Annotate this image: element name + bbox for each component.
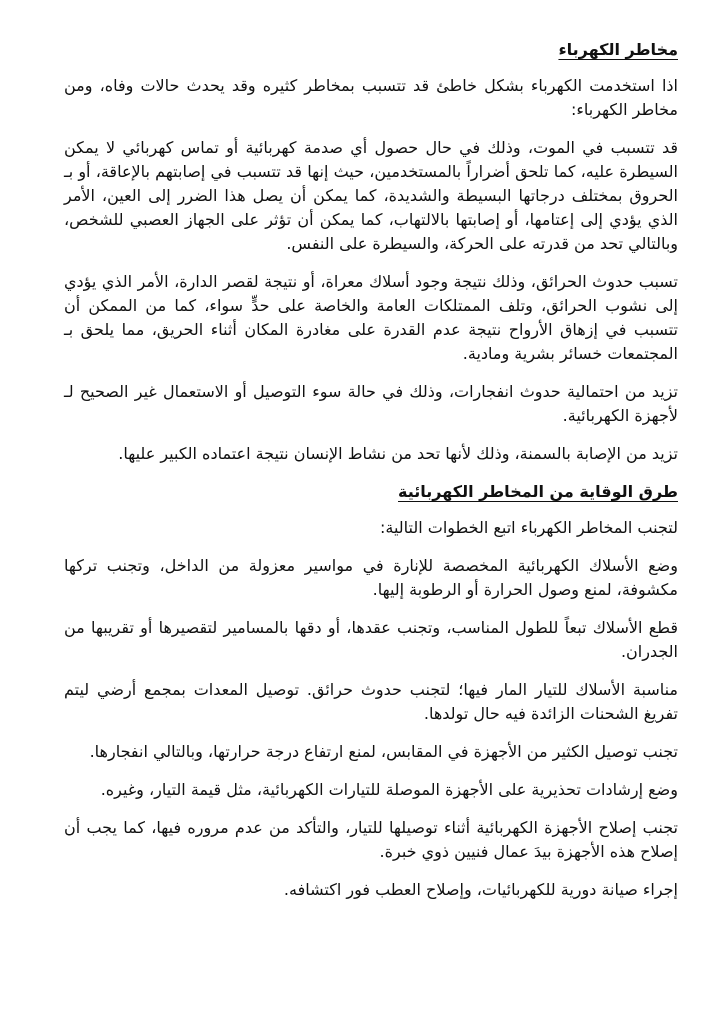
prevention-paragraph-repair: تجنب إصلاح الأجهزة الكهربائية أثناء توصيلها للتيار، والتأكد من عدم مروره فيها، كما يجب أن إصلاح هذه الأجهزة بيدَ عمال فنيين ذوي خبرة. <box>64 818 678 861</box>
prevention-paragraph-grounding: مناسبة الأسلاك للتيار المار فيها؛ لتجنب حدوث حرائق. توصيل المعدات بمجمع أرضي ليتم تفريغ الشحنات الزائدة فيه حال تولدها. <box>64 680 678 723</box>
prevention-paragraph-insulated-pipes: وضع الأسلاك الكهربائية المخصصة للإنارة في مواسير معزولة من الداخل، وتجنب تركها مكشوفة، لمنع وصول الحرارة أو الرطوبة إليها. <box>64 556 678 599</box>
intro-paragraph: اذا استخدمت الكهرباء بشكل خاطئ قد تتسبب بمخاطر كثيره وقد يحدث حالات وفاه، ومن مخاطر الكهرباء: <box>64 76 678 119</box>
danger-paragraph-death: قد تتسبب في الموت، وذلك في حال حصول أي صدمة كهربائية أو تماس كهربائي لا يمكن السيطرة عليه، كما تلحق أضراراً بالمستخدمين، حيث إنها قد تتسبب في إصابتهم بالإعاقة، أو بـ الحروق بمختلف درجاتها البسيطة والشديدة، كما يمكن أن يصل هذا الضرر إلى العين، الأمر الذي يؤدي إلى إعتامها، أو إصابتها بالالتهاب، كما يمكن أن تؤثر على الجهاز العصبي للشخص، وبالتالي تحد من قدرته على الحركة، والسيطرة على النفس. <box>64 138 678 253</box>
danger-paragraph-explosions: تزيد من احتمالية حدوث انفجارات، وذلك في حالة سوء التوصيل أو الاستعمال غير الصحيح لـ لأجهزة الكهربائية. <box>64 382 678 425</box>
prevention-paragraph-wire-length: قطع الأسلاك تبعاً للطول المناسب، وتجنب عقدها، أو دقها بالمسامير لتقصيرها أو تقريبها من الجدران. <box>64 618 678 661</box>
prevention-paragraph-warnings: وضع إرشادات تحذيرية على الأجهزة الموصلة للتيارات الكهربائية، مثل قيمة التيار، وغيره. <box>100 780 678 799</box>
section-heading-prevention: طرق الوقاية من المخاطر الكهربائية <box>398 482 678 501</box>
danger-paragraph-fires: تسبب حدوث الحرائق، وذلك نتيجة وجود أسلاك معراة، أو نتيجة لقصر الدارة، الأمر الذي يؤدي إلى نشوب الحرائق، وتلف الممتلكات العامة والخاصة على حدٍّ سواء، كما من الممكن أن تتسبب في إزهاق الأرواح نتيجة عدم القدرة على مغادرة المكان أثناء الحريق، مما يلحق بـ المجتمعات خسائر بشرية ومادية. <box>64 272 678 363</box>
section-heading-electricity-dangers: مخاطر الكهرباء <box>558 40 678 59</box>
document-page <box>64 38 678 916</box>
danger-paragraph-obesity: تزيد من الإصابة بالسمنة، وذلك لأنها تحد من نشاط الإنسان نتيجة اعتماده الكبير عليها. <box>118 444 678 463</box>
prevention-paragraph-sockets: تجنب توصيل الكثير من الأجهزة في المقابس، لمنع ارتفاع درجة حرارتها، وبالتالي انفجارها. <box>89 742 678 761</box>
prevention-paragraph-maintenance: إجراء صيانة دورية للكهربائيات، وإصلاح العطب فور اكتشافه. <box>283 880 678 899</box>
prevention-intro-paragraph: لتجنب المخاطر الكهرباء اتبع الخطوات التالية: <box>379 518 678 537</box>
